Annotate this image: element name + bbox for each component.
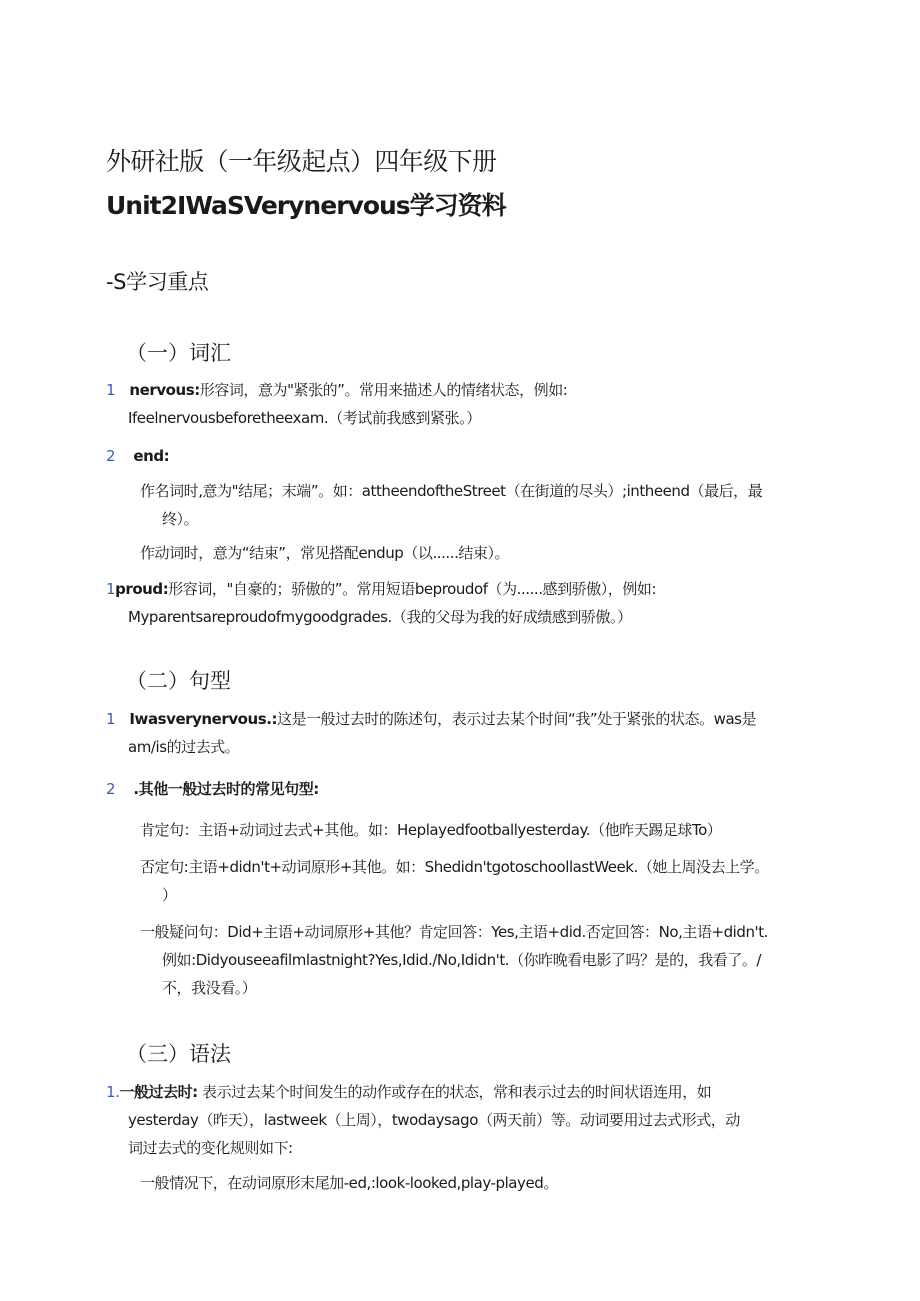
grammar-explanation-cont: 词过去式的变化规则如下: [128,1139,293,1157]
vocab-term: end: [133,447,170,465]
vocab-noun-usage: 作名词时,意为"结尾；末端”。如：attheendoftheStreet（在街道的尽头）;intheend（最后，最 [140,482,763,500]
negative-sentence-cont: ） [162,886,177,904]
sentence-heading: （二）句型 [126,669,231,693]
document-title-line1: 外研社版（一年级起点）四年级下册 [106,147,497,176]
document-title-line2: Unit2IWaSVerynervous学习资料 [106,191,506,220]
grammar-term: 一般过去时: [119,1083,198,1101]
vocab-noun-usage-cont: 终）。 [162,510,199,528]
vocab-example: Myparentsareproudofmygoodgrades.（我的父母为我的好成绩感到骄傲。） [128,608,632,626]
vocab-heading: （一）词汇 [126,341,231,365]
list-number: 1 [106,710,116,728]
vocab-example: Ifeelnervousbeforetheexam.（考试前我感到紧张。） [128,409,481,427]
vocab-item-end [106,442,169,470]
question-example-cont: 不，我没看。） [162,979,257,997]
grammar-item-1 [106,1078,711,1106]
vocab-definition: 形容词，"自豪的；骄傲的”。常用短语beproudof（为......感到骄傲），例如: [168,580,657,598]
list-number: 1 [106,580,116,598]
list-number: 2 [106,780,116,798]
vocab-term: nervous: [129,381,200,399]
question-example: 例如:Didyouseeafilmlastnight?Yes,Idid./No,Ididn't.（你昨晚看电影了吗？是的，我看了。/ [162,951,762,969]
vocab-item-nervous [106,376,567,404]
vocab-definition: 形容词，意为"紧张的”。常用来描述人的情绪状态，例如: [199,381,568,399]
main-heading: -S学习重点 [106,270,209,294]
sentence-term: .其他一般过去时的常见句型: [133,780,319,798]
grammar-explanation-cont: yesterday（昨天），lastweek（上周），twodaysago（两天前）等。动词要用过去式形式，动 [128,1111,740,1129]
vocab-item-proud [106,575,656,603]
sentence-explanation: 这是一般过去时的陈述句，表示过去某个时间“我”处于紧张的状态。was是 [277,710,757,728]
list-number: 1 [106,381,116,399]
positive-sentence: 肯定句：主语+动词过去式+其他。如：Heplayedfootballyesterday.（他昨天踢足球To） [140,821,722,839]
grammar-heading: （三）语法 [126,1042,231,1066]
vocab-verb-usage: 作动词时，意为“结束”，常见搭配endup（以......结束）。 [140,544,510,562]
sentence-explanation-cont: am/is的过去式。 [128,738,240,756]
grammar-rule: 一般情况下，在动词原形末尾加-ed,:look-looked,play-played。 [140,1174,558,1192]
negative-sentence: 否定句:主语+didn't+动词原形+其他。如：Shedidn'tgotoschoollastWeek.（她上周没去上学。 [140,858,769,876]
vocab-term: proud: [115,580,169,598]
question-sentence: 一般疑问句：Did+主语+动词原形+其他？肯定回答：Yes,主语+did.否定回答：No,主语+didn't. [140,923,768,941]
list-number: 2 [106,447,116,465]
sentence-term: Iwasverynervous.: [129,710,278,728]
list-number: 1. [106,1083,120,1101]
sentence-item-1 [106,705,756,733]
grammar-explanation: 表示过去某个时间发生的动作或存在的状态，常和表示过去的时间状语连用，如 [197,1083,712,1101]
sentence-item-2 [106,775,319,803]
